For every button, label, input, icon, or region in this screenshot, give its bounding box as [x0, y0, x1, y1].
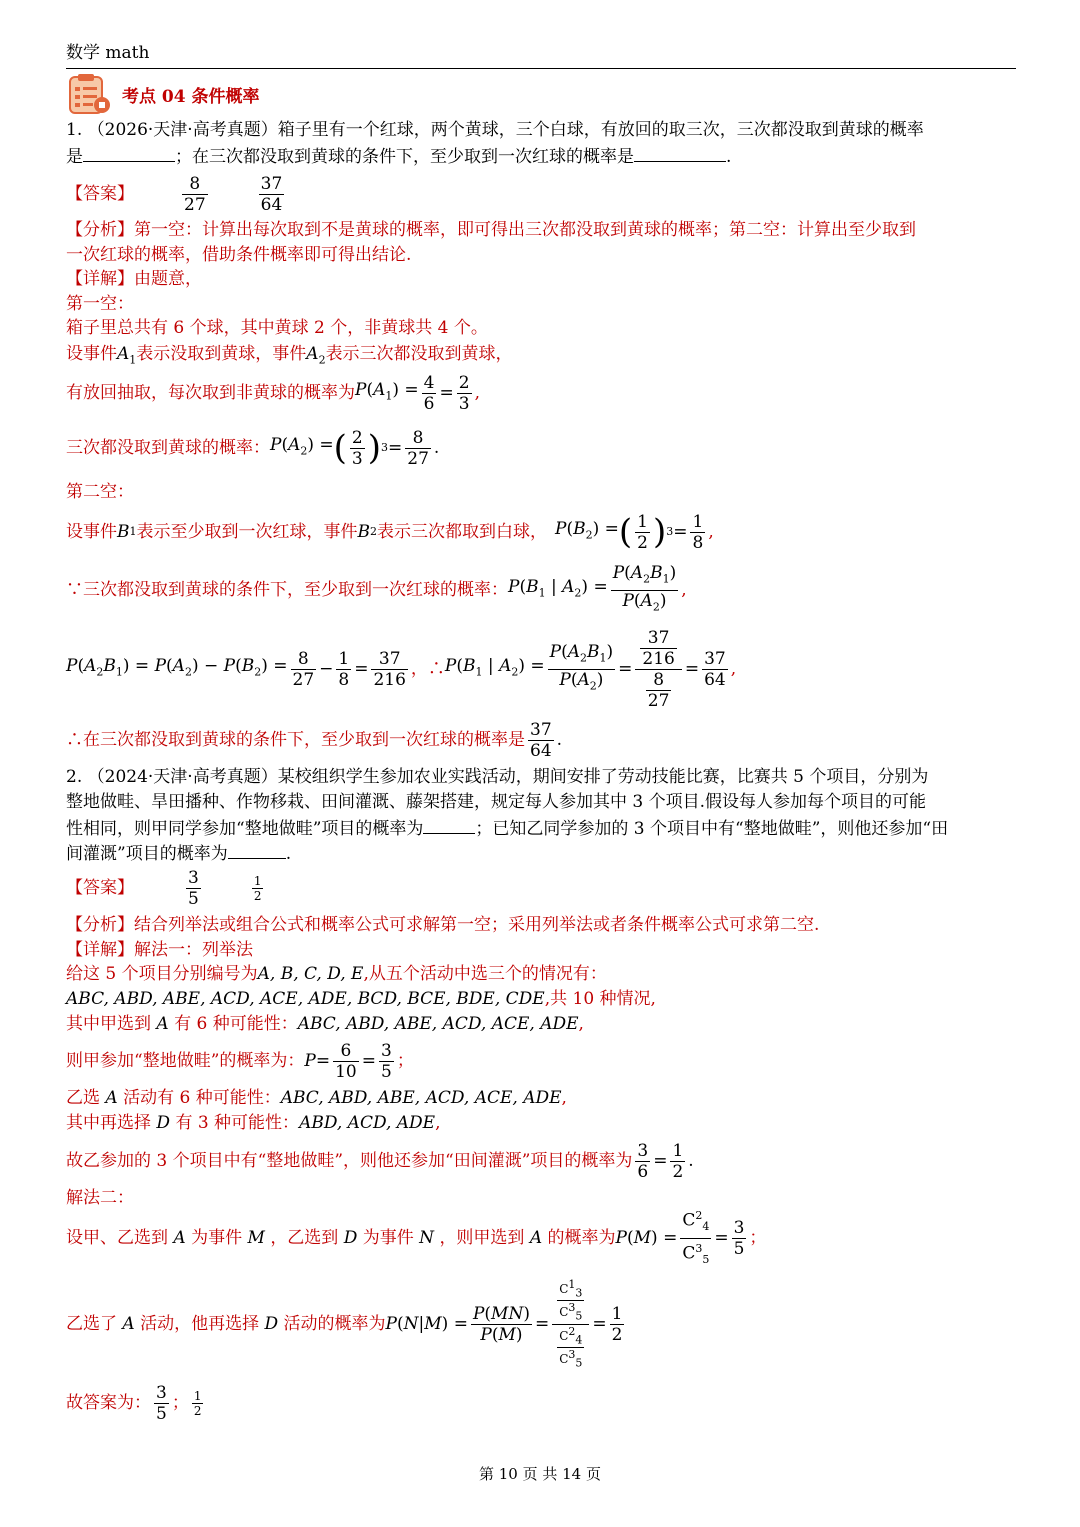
solution-text: 表示三次都没取到黄球， [325, 344, 513, 364]
fraction-denominator: 27 [184, 194, 206, 215]
q1-detail-label [66, 267, 1016, 291]
page-header [66, 40, 1016, 69]
fraction: $\frac{2}{3}$ [458, 372, 470, 414]
solution-text: 为事件 [191, 1228, 243, 1248]
section-heading [66, 72, 260, 116]
q2-yi: 乙选 A 活动有 6 种可能性：ABC, ABD, ABE, ACD, ACE, ADE, [66, 1088, 567, 1108]
solution-text: 解法二： [66, 1188, 134, 1208]
q2-stem-line4 [66, 840, 1016, 866]
solution-text: 乙选了 [66, 1314, 117, 1334]
solution-text: 乙选 [66, 1088, 100, 1108]
blank-label: 第一空： [66, 294, 134, 314]
q2-combos [66, 987, 1016, 1011]
q2-m2-line1: 设甲、乙选到 A 为事件 M ，乙选到 D 为事件 N ，则甲选到 A 的概率为 P(M) = $\frac{C^2_4}{C^3_5}$ = $\frac{3}{5}$ ； [66, 1212, 1016, 1264]
solution-text: 箱子里总共有 6 个球，其中黄球 2 个，非黄球共 4 个。 [66, 318, 488, 338]
checklist-icon [66, 72, 112, 116]
fraction [259, 174, 285, 215]
fraction: $\frac{8}{27}$ [292, 648, 315, 690]
fraction: $\frac{2}{3}$ [351, 427, 363, 469]
solution-text: 活动，他再选择 [140, 1314, 260, 1334]
fraction: $\frac{37}{216}$ [373, 648, 406, 690]
q1-analysis-line2 [66, 243, 1016, 267]
q2-jia-prob: 则甲参加“整地做畦”的概率为： P = $\frac{6}{10}$ = $\frac{3}{5}$ ； [66, 1040, 414, 1082]
q1-eventsB: 设事件 B 1 表示至少取到一次红球，事件 B 2 表示三次都取到白球， $P(B_2)$ = ( $\frac{1}{2}$ ) 3 = $\frac{1}{8}$ , [66, 511, 714, 553]
blank-label: 第二空： [66, 482, 134, 502]
q1-blank2-label [66, 480, 1016, 504]
fraction: $\frac{1}{2}$ [193, 1388, 202, 1418]
q2-stem-text: ；已知乙同学参加的 3 个项目中有“整地做畦”，则他还参加“田 [475, 819, 949, 839]
q1-total [66, 316, 1016, 340]
math-combos: ABD, ACD, ADE [299, 1113, 436, 1133]
solution-text: 设事件 [66, 344, 117, 364]
solution-text: 有 3 种可能性： [175, 1113, 300, 1133]
q2-analysis [66, 913, 1016, 937]
q1-three-none: 三次都没取到黄球的概率： $P(A_2)$ = ( $\frac{2}{3}$ ) 3 = $\frac{8}{27}$ . [66, 427, 440, 469]
detail-label: 【详解】解法一：列举法 [66, 940, 253, 960]
fraction: $\frac{P(MN)}{P(M)}$ [472, 1303, 530, 1345]
solution-text: 表示没取到黄球，事件 [136, 344, 307, 364]
q1-analysis-line1 [66, 218, 1016, 242]
q2-m2-line2: 乙选了 A 活动，他再选择 D 活动的概率为 P(N|M) = $\frac{P(MN)}{P(M)}$ = $\frac{\frac{C^1_3}{C^3_5}}{\frac{C^2_4}{C^3_5}}$ = $\frac{1}{2}$ [66, 1277, 623, 1370]
fraction-numerator: 8 [189, 173, 201, 194]
q2-stem-text: 性相同，则甲同学参加“整地做畦”项目的概率为 [66, 819, 424, 839]
q2-stem-text: 间灌溉”项目的概率为 [66, 844, 228, 864]
answer-blank [228, 840, 286, 859]
solution-text: ∴在三次都没取到黄球的条件下，至少取到一次红球的概率是 [66, 730, 525, 750]
section-title: 考点 04 条件概率 [122, 86, 260, 107]
q1-blank1-label [66, 292, 1016, 316]
solution-text: 有 6 种可能性： [174, 1014, 298, 1034]
q1-text: ；在三次都没取到黄球的条件下，至少取到一次红球的概率是 [175, 147, 634, 167]
detail-label: 【详解】由题意， [66, 269, 202, 289]
answer-blank [634, 143, 726, 162]
fraction: $\frac{3}{5}$ [380, 1040, 392, 1082]
q2-stem-text: 整地做畦、旱田播种、作物移栽、田间灌溉、藤架搭建，规定每人参加其中 3 个项目.假设每人参加每个项目的可能 [66, 792, 927, 812]
header-title: 数学 math [66, 43, 150, 63]
q2-stem-text: . [285, 844, 292, 864]
fraction: $\frac{P(A_2B_1)}{P(A_2)}$ [549, 642, 614, 692]
solution-text: 活动有 6 种可能性： [123, 1088, 281, 1108]
fraction-numerator: 1 [253, 873, 262, 888]
fraction: $\frac{4}{6}$ [423, 372, 435, 414]
page-number: 第 10 页 共 14 页 [478, 1465, 601, 1483]
solution-text: 有放回抽取，每次取到非黄球的概率为 [66, 383, 355, 403]
q1-conclusion: ∴在三次都没取到黄球的条件下，至少取到一次红球的概率是 $\frac{37}{64}$ . [66, 719, 563, 761]
solution-text: ,共 10 种情况, [544, 989, 656, 1009]
compound-fraction: $\frac{\frac{37}{216}}{\frac{8}{27}}$ [635, 628, 681, 711]
q2-stem-line2 [66, 790, 1016, 814]
q2-jia: 其中甲选到 A 有 6 种可能性：ABC, ABD, ABE, ACD, ACE, ADE, [66, 1014, 584, 1034]
page-footer [0, 1463, 1080, 1484]
q2-detail [66, 938, 1016, 962]
solution-text: ,从五个活动中选三个的情况有： [363, 964, 607, 984]
q1-answer [66, 170, 1016, 218]
solution-text: 表示至少取到一次红球，事件 [136, 522, 358, 542]
analysis-text: 一次红球的概率，借助条件概率即可得出结论. [66, 245, 412, 265]
q1-stem-line2 [66, 143, 1016, 169]
solution-text: ∵三次都没取到黄球的条件下，至少取到一次红球的概率： [66, 580, 508, 600]
solution-text: 设甲、乙选到 [66, 1228, 168, 1248]
solution-text: 设事件 [66, 522, 117, 542]
compound-fraction: $\frac{\frac{C^1_3}{C^3_5}}{\frac{C^2_4}{C^3_5}}$ [552, 1278, 589, 1371]
math-letters: A, B, C, D, E [257, 964, 364, 984]
analysis-text: 【分析】结合列举法或组合公式和概率公式可求解第一空；采用列举法或者条件概率公式可求第二空. [66, 915, 820, 935]
answer-label: 【答案】 [66, 878, 134, 898]
fraction-numerator: 3 [188, 867, 199, 888]
q1-stem-text: 1. （2026·天津·高考真题）箱子里有一个红球，两个黄球，三个白球，有放回的取三次，三次都没取到黄球的概率 [66, 120, 924, 140]
math-combos: ABC, ABD, ABE, ACD, ACE, ADE [297, 1014, 579, 1034]
q2-numbering [66, 962, 1016, 986]
q1-text: . [726, 147, 732, 167]
answer-label: 【答案】 [66, 184, 134, 204]
q2-then: 其中再选择 D 有 3 种可能性：ABD, ACD, ADE, [66, 1113, 441, 1133]
solution-text: ，则甲选到 [439, 1228, 525, 1248]
answer-blank [83, 143, 175, 162]
solution-text: 三次都没取到黄球的概率： [66, 438, 270, 458]
fraction-denominator: 64 [260, 194, 283, 215]
fraction: $\frac{37}{64}$ [530, 719, 552, 761]
q2-method2 [66, 1186, 1016, 1210]
fraction [186, 868, 201, 909]
fraction: $\frac{3}{5}$ [156, 1382, 167, 1424]
fraction: $\frac{3}{6}$ [637, 1140, 649, 1182]
fraction: $\frac{8}{27}$ [407, 427, 429, 469]
fraction-numerator: 37 [260, 173, 283, 194]
fraction: $\frac{1}{8}$ [338, 648, 350, 690]
solution-text: ，乙选到 [270, 1228, 339, 1248]
fraction: $\frac{6}{10}$ [335, 1040, 357, 1082]
solution-text: 表示三次都取到白球， [377, 522, 547, 542]
solution-text: 其中甲选到 [66, 1014, 151, 1034]
q2-final: 故答案为： $\frac{3}{5}$ ； $\frac{1}{2}$ [66, 1382, 202, 1424]
answer-blank [423, 815, 475, 834]
q1-stem-line1 [66, 118, 1016, 142]
fraction-denominator: 5 [188, 888, 199, 909]
fraction: $\frac{P(A_2B_1)}{P(A_2)}$ [612, 563, 677, 613]
fraction [182, 174, 208, 215]
q1-text: 是 [66, 147, 83, 167]
q2-therefore: 故乙参加的 3 个项目中有“整地做畦”，则他还参加“田间灌溉”项目的概率为 $\frac{3}{6}$ = $\frac{1}{2}$ . [66, 1140, 694, 1182]
q2-stem-text: 2. （2024·天津·高考真题）某校组织学生参加农业实践活动，期间安排了劳动技能比赛，比赛共 5 个项目，分别为 [66, 767, 929, 787]
fraction: $\frac{C^2_4}{C^3_5}$ [682, 1209, 710, 1266]
fraction [252, 874, 264, 903]
solution-text: 故答案为： [66, 1393, 151, 1413]
fraction: $\frac{1}{2}$ [637, 511, 648, 553]
q2-stem-line3 [66, 815, 1016, 841]
q2-answer [66, 864, 1016, 912]
solution-text: 为事件 [362, 1228, 414, 1248]
solution-text: 故乙参加的 3 个项目中有“整地做畦”，则他还参加“田间灌溉”项目的概率为 [66, 1151, 633, 1171]
fraction: $\frac{3}{5}$ [733, 1217, 745, 1259]
solution-text: 给这 5 个项目分别编号为 [66, 964, 258, 984]
q2-stem-line1 [66, 765, 1016, 789]
q1-events: 设事件$A_1$表示没取到黄球，事件$A_2$表示三次都没取到黄球， [66, 344, 513, 367]
analysis-text: 【分析】第一空：计算出每次取到不是黄球的概率，即可得出三次都没取到黄球的概率；第二空：计算出至少取到 [66, 220, 916, 240]
solution-text: 的概率为 [547, 1228, 616, 1248]
solution-text: 活动的概率为 [283, 1314, 386, 1334]
q1-replace: 有放回抽取，每次取到非黄球的概率为 $P(A_1)$ = $\frac{4}{6}$ = $\frac{2}{3}$ , [66, 372, 480, 414]
solution-text: 则甲参加“整地做畦”的概率为： [66, 1051, 305, 1071]
fraction: $\frac{1}{8}$ [692, 511, 704, 553]
q1-computation: $P(A_2B_1) = P(A_2) - P(B_2)$ = $\frac{8}{27}$ − $\frac{1}{8}$ = $\frac{37}{216}$ ，∴ $P(B_1$ | $A_2$) = $\frac{P(A_2B_1)}{P(A_2)}$ = $\frac{\frac{37}{216}}{\frac{8}{27}}$ = $\frac{37}{64}$ , [66, 627, 737, 711]
fraction: $\frac{1}{2}$ [611, 1303, 623, 1345]
math-combos: ABC, ABD, ABE, ACD, ACE, ADE [280, 1088, 562, 1108]
q1-because: ∵三次都没取到黄球的条件下，至少取到一次红球的概率： $P(B_1$ | $A_2$) = $\frac{P(A_2B_1)}{P(A_2)}$ , [66, 564, 1016, 616]
solution-text: 其中再选择 [66, 1113, 151, 1133]
math-combos: ABC, ABD, ABE, ACD, ACE, ADE, BCD, BCE, BDE, CDE [66, 989, 545, 1009]
fraction: $\frac{37}{64}$ [704, 648, 726, 690]
fraction: $\frac{1}{2}$ [672, 1140, 684, 1182]
fraction-denominator: 2 [253, 888, 262, 903]
